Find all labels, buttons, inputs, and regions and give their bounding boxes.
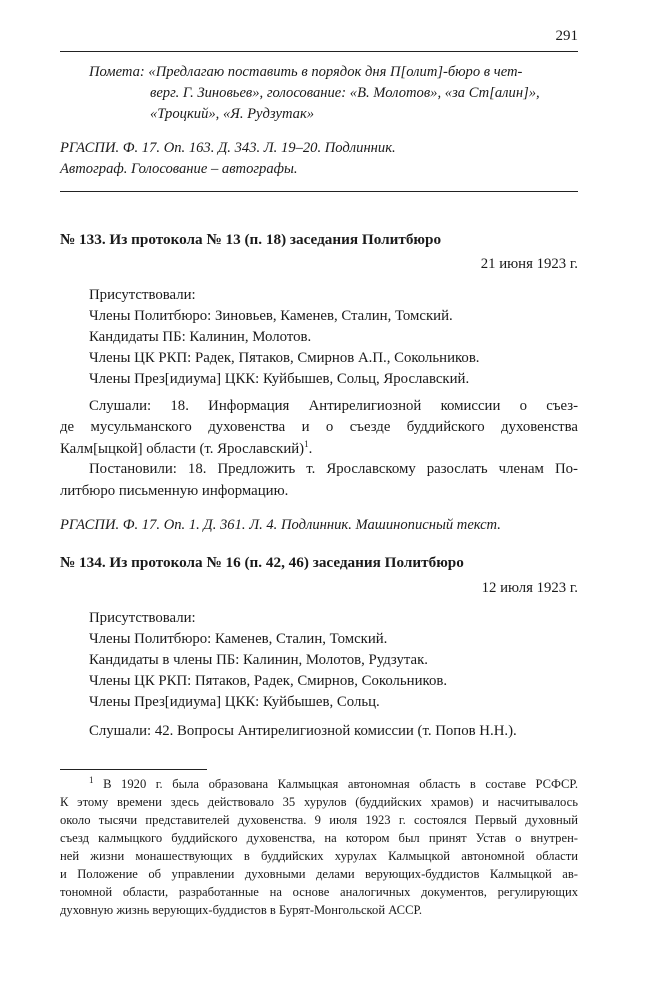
doc134-heading: № 134. Из протокола № 16 (п. 42, 46) заседания Политбюро [60,554,464,571]
doc134-candidates: Кандидаты в члены ПБ: Калинин, Молотов, Рудзутак. [89,652,428,668]
doc134-ckk-members: Члены През[идиума] ЦКК: Куйбышев, Сольц. [89,694,380,710]
footnote-line-6: и Положение об управлении духовными делами верующих-буддистов Калмыцкой ав- [60,867,578,881]
header-rule [60,51,578,52]
doc133-ckk-members: Члены През[идиума] ЦКК: Куйбышев, Сольц, Ярославский. [89,371,470,387]
footnote-rule [60,769,207,770]
doc134-cc-members: Члены ЦК РКП: Пятаков, Радек, Смирнов, Сокольников. [89,673,448,689]
footnote-line-8: духовную жизнь верующих-буддистов в Бурят-Монгольской АССР. [60,903,423,917]
doc133-heard-period: . [308,441,313,457]
footnote-line-2: К этому времени здесь действовало 35 хурулов (буддийских храмов) и насчитывалось [60,795,578,809]
doc133-present-label: Присутствовали: [89,287,196,303]
footnote-line-7: тономной области, разработанные на основе аналогичных документов, регулирующих [60,885,578,899]
doc134-politburo-members: Члены Политбюро: Каменев, Сталин, Томский. [89,631,388,647]
doc134-present-label: Присутствовали: [89,610,196,626]
footnote-line-4: съезд калмыцкого буддийского духовенства, на котором был принят Устав о внутрен- [60,831,578,845]
doc133-politburo-members: Члены Политбюро: Зиновьев, Каменев, Сталин, Томский. [89,308,453,324]
footnote-line-1 [89,774,578,792]
doc133-heading: № 133. Из протокола № 13 (п. 18) заседания Политбюро [60,231,442,248]
doc133-heard-line-1: Слушали: 18. Информация Антирелигиозной комиссии о съез- [89,398,578,414]
footnote-mark: 1 [89,774,94,785]
doc133-archive-source: РГАСПИ. Ф. 17. Оп. 1. Д. 361. Л. 4. Подлинник. Машинописный текст. [60,517,501,533]
note-line-3: «Троцкий», «Я. Рудзутак» [150,106,315,122]
archive-source-line-2: Автограф. Голосование – автографы. [60,161,298,177]
page-number: 291 [555,28,578,44]
archive-source-line-1: РГАСПИ. Ф. 17. Оп. 163. Д. 343. Л. 19–20. Подлинник. [60,140,396,156]
doc133-heard-line-2: де мусульманского духовенства и о съезде буддийского духовенства [60,419,578,435]
doc133-date: 21 июня 1923 г. [480,256,578,272]
doc133-cc-members: Члены ЦК РКП: Радек, Пятаков, Смирнов А.П., Сокольников. [89,350,480,366]
doc134-date: 12 июля 1923 г. [481,580,578,596]
doc133-decided-line-2: литбюро письменную информацию. [60,483,289,499]
doc133-candidates: Кандидаты ПБ: Калинин, Молотов. [89,329,312,345]
doc134-heard: Слушали: 42. Вопросы Антирелигиозной комиссии (т. Попов Н.Н.). [89,723,517,739]
footnote-line-1-text: В 1920 г. была образована Калмыцкая автономная область в составе РСФСР. [103,777,578,791]
doc133-decided-line-1: Постановили: 18. Предложить т. Ярославскому разослать членам По- [89,461,578,477]
note-line-1: Помета: «Предлагаю поставить в порядок дня П[олит]-бюро в чет- [89,64,523,80]
doc133-heard-line-3 [60,439,312,461]
section-rule [60,191,578,192]
note-line-2: верг. Г. Зиновьев», голосование: «В. Молотов», «за Ст[алин]», [150,85,540,101]
footnote-reference: 1 [304,439,309,450]
footnote-line-5: ней жизни монашествующих в буддийских хурулах Калмыцкой автономной области [60,849,578,863]
footnote-line-3: около тысячи представителей духовенства. 9 июля 1923 г. состоялся Первый духовный [60,813,578,827]
doc133-heard-text: Калм[ыцкой] области (т. Ярославский) [60,441,305,457]
